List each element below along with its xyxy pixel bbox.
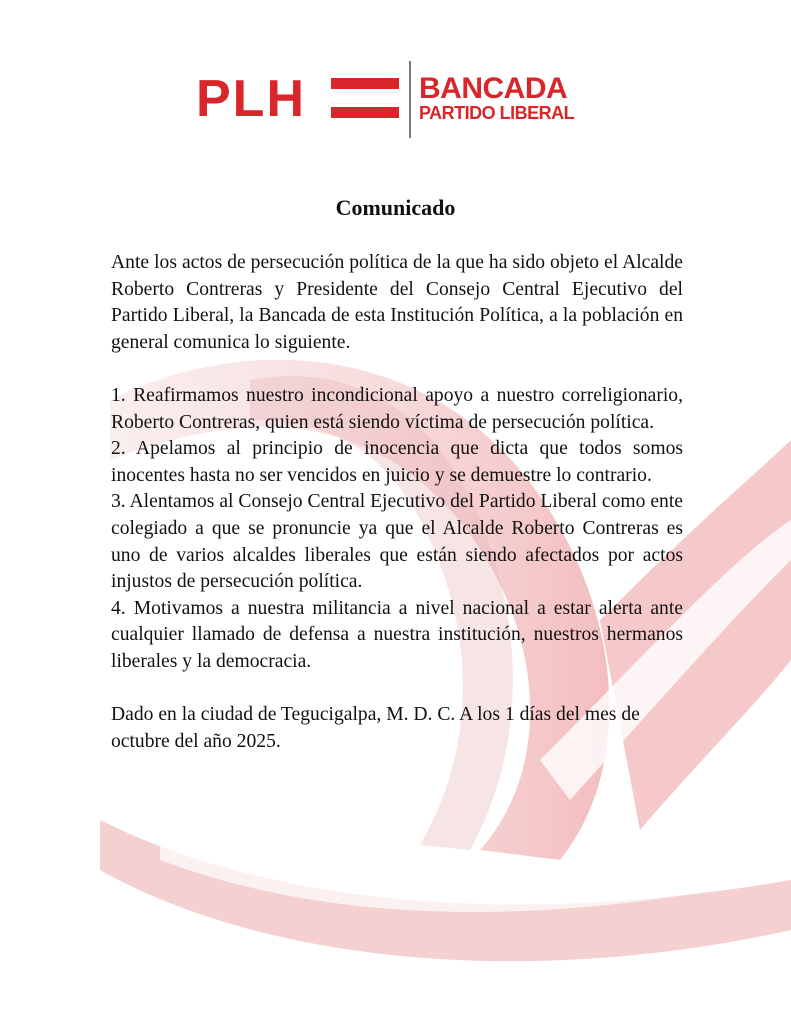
- point-1: 1. Reafirmamos nuestro incondicional apoyo a nuestro correligionario, Roberto Contreras, quien está siendo víctima de persecución política.: [111, 384, 683, 433]
- document-title: Comunicado: [335, 195, 456, 220]
- point-3: 3. Alentamos al Consejo Central Ejecutivo del Partido Liberal como ente colegiado a que se pronuncie ya que el Alcalde Roberto Contreras es uno de varios alcaldes liberales que están siendo afectados por actos injustos de persecución política.: [111, 491, 683, 593]
- point-2: 2. Apelamos al principio de inocencia que dicta que todos somos inocentes hasta no ser vencidos en juicio y se demuestre lo contrario.: [111, 438, 683, 486]
- plh-logo: [196, 60, 596, 140]
- intro-paragraph: Ante los actos de persecución política de la que ha sido objeto el Alcalde Roberto Contreras y Presidente del Consejo Central Ejecutivo del Partido Liberal, la Bancada de esta Institución Política, a la población en general comunica lo siguiente.: [111, 252, 683, 353]
- document-body: [111, 250, 683, 755]
- paragraph-spacer: [111, 676, 683, 703]
- point-4: 4. Motivamos a nuestra militancia a nivel nacional a estar alerta ante cualquier llamado de defensa a nuestra institución, nuestros hermanos liberales y la democracia.: [111, 597, 683, 672]
- paragraph-spacer: [111, 356, 683, 383]
- logo-plh-text: PLH: [196, 70, 306, 128]
- flag-stripes-icon: [331, 78, 399, 118]
- closing-paragraph: Dado en la ciudad de Tegucigalpa, M. D. C. A los 1 días del mes de octubre del año 2025.: [111, 704, 640, 752]
- logo-bancada-text: BANCADA: [419, 72, 568, 105]
- logo-divider: [409, 61, 411, 138]
- logo-partido-liberal-text: PARTIDO LIBERAL: [419, 103, 575, 123]
- points-list: [111, 383, 683, 676]
